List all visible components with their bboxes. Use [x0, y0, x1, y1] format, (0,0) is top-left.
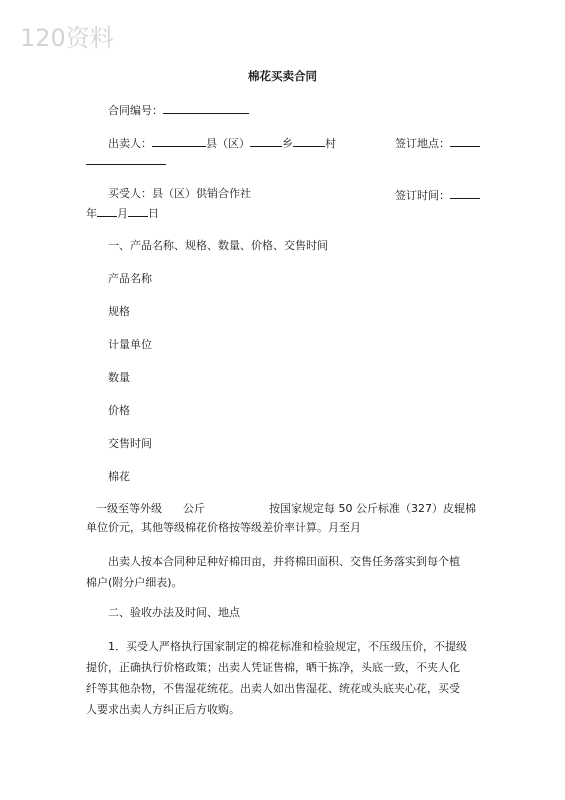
date-day-blank [128, 205, 148, 217]
item-quantity: 数量 [108, 371, 130, 384]
planting-line-2: 棉户(附分户细表)。 [86, 576, 183, 589]
seller-village-blank [293, 135, 325, 147]
contract-number-label: 合同编号： [108, 104, 163, 117]
signing-time-blank [450, 187, 480, 199]
section-2-heading: 二、验收办法及时间、地点 [108, 606, 240, 619]
seller-name-blank [152, 135, 206, 147]
item-product-name: 产品名称 [108, 272, 152, 285]
signing-date-line [86, 205, 159, 221]
inspection-line-1: 1．买受人严格执行国家制定的棉花标准和检验规定，不压级压价，不提级 [108, 640, 467, 653]
item-spec: 规格 [108, 305, 130, 318]
date-year: 年 [86, 207, 97, 220]
seller-village: 村 [325, 137, 336, 150]
buyer-line [108, 187, 251, 201]
signing-place-label: 签订地点： [395, 137, 450, 150]
signing-place-blank-2 [86, 153, 166, 165]
inspection-line-2: 提价，正确执行价格政策；出卖人凭证售棉，晒干拣净，头底一致，不夹人化 [86, 661, 460, 674]
item-delivery-time: 交售时间 [108, 437, 152, 450]
price-standard-text: 按国家规定每 50 公斤标准（327）皮辊棉 [269, 502, 476, 515]
item-unit: 计量单位 [108, 338, 152, 351]
contract-number-blank [163, 102, 249, 114]
buyer-label: 买受人：县（区）供销合作社 [108, 187, 251, 200]
signing-time-label: 签订时间： [395, 189, 450, 202]
date-day: 日 [148, 207, 159, 220]
seller-township-blank [250, 135, 282, 147]
planting-line-1: 出卖人按本合同种足种好棉田亩，并将棉田面积、交售任务落实到每个植 [108, 555, 460, 568]
item-cotton: 棉花 [108, 470, 130, 483]
price-unit-text: 公斤 [183, 502, 205, 515]
price-grade-text: 一级至等外级 [96, 502, 162, 515]
seller-county: 县（区） [206, 137, 250, 150]
section-1-heading: 一、产品名称、规格、数量、价格、交售时间 [108, 239, 328, 252]
page-title: 棉花买卖合同 [248, 69, 317, 83]
seller-township: 乡 [282, 137, 293, 150]
inspection-line-3: 纤等其他杂物，不售湿花统花。出卖人如出售湿花、统花或头底夹心花，买受 [86, 682, 460, 695]
seller-label: 出卖人： [108, 137, 152, 150]
planting-paragraph [86, 551, 480, 593]
seller-line [108, 135, 336, 151]
date-month-blank [97, 205, 117, 217]
inspection-line-4: 人要求出卖人方纠正后方收购。 [86, 703, 240, 716]
signing-time-line [395, 187, 480, 203]
watermark-logo: 120资料 [20, 24, 114, 52]
signing-place-blank [450, 135, 480, 147]
contract-number-line [108, 102, 249, 118]
date-month: 月 [117, 207, 128, 220]
signing-place-line [395, 135, 480, 151]
price-detail-text: 单位价元，其他等级棉花价格按等级差价率计算。月至月 [86, 521, 361, 534]
inspection-paragraph [86, 636, 480, 720]
signing-place-continuation [86, 153, 166, 169]
item-price: 价格 [108, 404, 130, 417]
